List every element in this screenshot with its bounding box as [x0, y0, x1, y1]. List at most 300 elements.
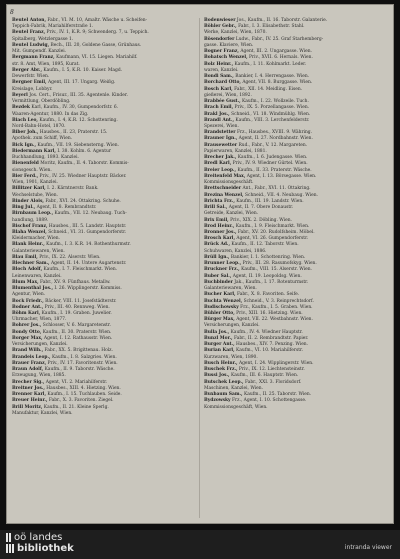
- directory-entry: [204, 174, 386, 180]
- entry-text: Priv., IX. 5. Porzellangasse. Wien.: [234, 105, 310, 111]
- directory-entry: [12, 280, 194, 286]
- entry-text: Agent, II. 27. Nordbahnstr. Wien.: [238, 136, 313, 142]
- directory-entry: [204, 149, 386, 155]
- logo-bars-icon: [6, 544, 14, 553]
- entry-name: Biber Joh.,: [12, 130, 39, 136]
- directory-entry: [204, 87, 386, 93]
- logo-bars-icon: [6, 533, 11, 542]
- entry-text: Galanteriewaren, Wien.: [12, 248, 65, 254]
- entry-text: Kaufm., I. 8. Salzgries. Wien.: [51, 354, 117, 360]
- directory-entry: [12, 105, 194, 111]
- entry-name: Braun Adolf,: [12, 367, 44, 373]
- directory-entry: [12, 130, 194, 136]
- directory-entry: [204, 205, 386, 211]
- entry-name: Brüll Ign.,: [204, 254, 230, 260]
- entry-name: Bucher Karl,: [204, 292, 236, 298]
- directory-entry: [12, 68, 194, 74]
- entry-text: Kaufm., I. 3. K.R. 14. Rothenthurmstr.: [46, 242, 131, 248]
- directory-entry: [12, 386, 194, 392]
- directory-entry: [12, 311, 194, 317]
- entry-name: Bick Ign.,: [12, 142, 36, 148]
- entry-text: Agent, II. 14. Untere Augartenstr.: [51, 261, 127, 267]
- directory-entry: [12, 242, 194, 248]
- entry-name: Biach Leo,: [12, 117, 38, 123]
- entry-name: Brill Moritz,: [12, 404, 43, 410]
- entry-text: Agent, VI. 2. Mariahilferstr.: [45, 379, 108, 385]
- document-page: [6, 4, 394, 524]
- entry-text: Mit. Gumpendf. Kanzlei.: [12, 49, 67, 55]
- directory-entry: [204, 274, 386, 280]
- entry-text: Waaren-Agentur, 1880. In das Zig.: [12, 111, 89, 117]
- directory-entry: [204, 236, 386, 242]
- entry-text: Agent, II. 8. Rembrandtstr.: [36, 205, 97, 211]
- entry-text: Kaufm., III. 19. Landstr. Wien.: [236, 198, 304, 204]
- directory-entry: [204, 336, 386, 342]
- entry-name: Bösendorfer: [204, 36, 235, 42]
- directory-entry: [204, 211, 386, 217]
- entry-text: Priv., IV. 9. Wiedner Gürtel. Wien.: [232, 161, 308, 167]
- directory-entry: [12, 218, 194, 224]
- entry-text: Kaufm., II. 9. Taborstr. Wäsche.: [44, 367, 115, 373]
- directory-entry: [204, 155, 386, 161]
- directory-entry: [12, 186, 194, 192]
- entry-name: Bergner Emil,: [12, 80, 47, 86]
- directory-entry: [204, 348, 386, 354]
- entry-name: Brach Emil,: [204, 105, 234, 111]
- directory-entry: [204, 224, 386, 230]
- entry-name: Bondi Sam.,: [204, 74, 234, 80]
- column-divider: [199, 18, 200, 518]
- directory-entry: [12, 87, 194, 93]
- entry-text: Maschinen, Kanzlei, Wien.: [204, 385, 264, 391]
- entry-text: Kaufm., II. 33. Praterstr. Wäsche.: [237, 167, 312, 173]
- directory-entry: [12, 236, 194, 242]
- entry-text: Jos., Kaufm., II. 16. Taborstr. Galanterie.: [236, 18, 328, 23]
- directory-entry: [204, 105, 386, 111]
- directory-entry: [204, 311, 386, 317]
- entry-text: Dewerfstr. Wien.: [12, 74, 50, 80]
- entry-name: Brettschneider: [204, 186, 242, 192]
- entry-text: Ant., Fabr., XVI. 11. Ottakring.: [242, 186, 311, 192]
- entry-name: Beutel Anton,: [12, 18, 46, 23]
- directory-entry: [12, 261, 194, 267]
- entry-text: Priv., III. 28. Rasumofskyg. Wien.: [242, 261, 317, 267]
- directory-entry: [12, 93, 194, 99]
- directory-entry: [12, 274, 194, 280]
- page-number: 8: [10, 9, 14, 16]
- directory-entry: [204, 62, 386, 68]
- directory-entry: [204, 299, 386, 305]
- directory-entry: [12, 30, 194, 36]
- directory-entry: [12, 168, 194, 174]
- logo-line-1: oö landes: [14, 532, 63, 543]
- entry-text: Fabr., VI. M. 10, Amaltr. Wäsche u. Scheifen-: [47, 18, 148, 23]
- directory-entry: [12, 143, 194, 149]
- entry-text: Kaufm., I. 15. Tuchlauben. Seide.: [47, 392, 122, 398]
- directory-entry: [12, 24, 194, 30]
- entry-text: Wien, 1901, Kanzlei.: [12, 180, 58, 186]
- directory-entry: [12, 62, 194, 68]
- viewer-credit[interactable]: intranda viewer: [344, 544, 392, 551]
- entry-text: Priv., XIX. 2. Döbling. Wien.: [230, 217, 292, 223]
- directory-entry: [204, 161, 386, 167]
- entry-name: Blank Heinr.,: [12, 242, 45, 248]
- entry-text: Agent, I. 13. Börsegasse. Wien.: [246, 173, 317, 179]
- directory-entry: [12, 317, 194, 323]
- directory-entry: [204, 361, 386, 367]
- entry-text: Hausbes., XIII. 4. Hietzing. Wien.: [46, 385, 121, 391]
- entry-text: gasse. Klaviere, Wien.: [204, 42, 254, 48]
- entry-text: Manufaktur, Kanzlei, Wien.: [12, 410, 73, 416]
- entry-text: gießerei, Wien, 1892.: [204, 92, 252, 98]
- entry-name: Bier Ferd.,: [12, 173, 39, 179]
- directory-entry: [12, 392, 194, 398]
- directory-entry: [204, 168, 386, 174]
- entry-name: Borger Max,: [12, 335, 43, 341]
- entry-text: Kaufm., IV. 4. Wiedner Hauptstr.: [230, 329, 303, 335]
- directory-entry: [12, 342, 194, 348]
- entry-name: Buschek Frz.,: [204, 367, 238, 373]
- entry-text: Kaufm., I. 11. Kohlmarkt. Leder.: [234, 61, 307, 67]
- directory-entry: [12, 211, 194, 217]
- entry-text: Kreislage, Lobbyr.: [12, 86, 53, 92]
- entry-text: Bäcker, VIII. 11. Josefstädterstr.: [45, 298, 117, 304]
- entry-name: Bodner Ant.,: [12, 304, 44, 310]
- entry-name: Bürger Max,: [204, 317, 235, 323]
- entry-text: Kaufm., VIII. 3. Lerchenfelderstr.: [235, 117, 310, 123]
- entry-text: Schneid., V. 3. Reinprechtsdorf.: [243, 298, 314, 304]
- entry-text: Priv., III. 40. Rennweg. Wien.: [44, 304, 110, 310]
- directory-entry: [204, 367, 386, 373]
- directory-entry: [204, 380, 386, 386]
- entry-text: Schneid., VII. 4. Neubaug. Wien.: [245, 192, 318, 198]
- entry-text: Bech., III. 20, Goldene Gasse, Grünhaus.: [50, 42, 142, 48]
- directory-entry: [12, 193, 194, 199]
- entry-text: Fabr., II. 2. Rembrandtstr. Papier.: [233, 335, 309, 341]
- directory-entry: [12, 348, 194, 354]
- library-logo[interactable]: [6, 532, 74, 554]
- entry-text: Fabr., X. 8. Favoriten. Seife.: [236, 292, 300, 298]
- entry-text: I. 26. Wipplingerstr. Kommiss.: [54, 286, 122, 292]
- entry-text: Priv., IV. 17. Favoritenstr. Wien.: [47, 360, 118, 366]
- entry-name: Bondy Otto,: [12, 329, 42, 335]
- directory-entry: [204, 130, 386, 136]
- directory-entry: [12, 323, 194, 329]
- entry-text: Schneid., VI. 31. Gumpendorferstr.: [48, 229, 127, 235]
- entry-text: Kaufm., VII. 12. Neubaug. Tuch-: [54, 211, 127, 217]
- directory-entry: [204, 49, 386, 55]
- entry-text: Galanteriewaren, Wien.: [204, 286, 257, 292]
- entry-text: Kaufm., I. 4, K.R. 12. Schottenring.: [39, 117, 118, 123]
- entry-name: Berger Abr.,: [12, 67, 42, 73]
- entry-name: Brunner Leop.,: [204, 261, 242, 267]
- entry-name: Brecher Sig.,: [12, 379, 45, 385]
- entry-name: Binder Alois,: [12, 198, 44, 204]
- entry-text: Vermittlung, Oberdöbling.: [12, 99, 71, 105]
- entry-text: Agent, III. 17. Ungarg. Weißg.: [47, 80, 116, 86]
- directory-entry: [204, 392, 386, 398]
- directory-entry: [12, 286, 194, 292]
- entry-text: Agent, III. 2. Ungargasse. Wien.: [240, 49, 312, 55]
- directory-entry: [12, 55, 194, 61]
- entry-text: Agent, II. 7. Obere Donaustr.: [228, 205, 294, 211]
- directory-entry: [204, 24, 386, 30]
- entry-text: Werke, Kanzlei, Wien, 1870.: [204, 30, 267, 36]
- directory-entry: [204, 43, 386, 49]
- entry-text: Schneid., VI. 18. Windmühlg. Wien.: [231, 111, 311, 117]
- entry-name: Bloch Adolf,: [12, 267, 43, 273]
- entry-text: Jos. Cert., Frisur., III. 35. Agentenle. Kinder.: [29, 92, 128, 98]
- directory-entry: [204, 280, 386, 286]
- entry-name: Bodenwieser: [204, 18, 236, 23]
- directory-entry: [12, 398, 194, 404]
- entry-name: Butschek Leop.,: [204, 379, 244, 385]
- entry-name: Buchta Wenzel,: [204, 298, 243, 304]
- entry-text: Kaufm., II. 25. Taborstr. Wien.: [243, 392, 312, 398]
- directory-entry: [12, 155, 194, 161]
- entry-text: Fabr., X. 3. Favoriten. Ziegel.: [48, 398, 114, 404]
- entry-text: Agent, VI. 26. Gumpendorferstr.: [236, 236, 309, 242]
- directory-entry: [12, 80, 194, 86]
- directory-entry: [204, 249, 386, 255]
- directory-entry: [204, 292, 386, 298]
- entry-name: Brichta Frz.,: [204, 198, 235, 204]
- entry-name: Brakl Jos.,: [204, 111, 230, 117]
- entry-text: Kaufm., I. 9. Fleischmarkt. Wien.: [235, 223, 310, 229]
- directory-entry: [204, 330, 386, 336]
- entry-name: Birnbaum Leop.,: [12, 211, 54, 217]
- entry-text: Teppich-Fabrik, Mariahilferstraße 1.: [12, 24, 94, 30]
- entry-text: Uhrmacher, Wien, 1877.: [12, 317, 67, 323]
- entry-text: Spezerei, Wien.: [204, 123, 239, 129]
- directory-entry: [204, 218, 386, 224]
- directory-entry: [204, 68, 386, 74]
- directory-entry: [12, 49, 194, 55]
- entry-name: Bohrer Jos.,: [12, 323, 42, 329]
- entry-name: Bruckner Frz.,: [204, 267, 240, 273]
- entry-text: Kurzwaren, Wien, 1890.: [204, 354, 258, 360]
- directory-entry: [204, 242, 386, 248]
- entry-text: Kaufm., I. 5, K.R. 10. Kaiser. Magd.: [43, 67, 123, 73]
- directory-entry: [12, 367, 194, 373]
- entry-name: Blaha Wenzel,: [12, 229, 47, 235]
- entry-name: Bühler Otto,: [204, 311, 235, 317]
- directory-entry: [12, 74, 194, 80]
- directory-entry: [204, 143, 386, 149]
- entry-text: Agentur, Wien.: [12, 292, 46, 298]
- entry-name: Bezdek: [12, 105, 30, 111]
- entry-name: Brausewetter: [204, 142, 238, 148]
- entry-text: Priv., IV. 1, K.R. 9; Schwenderg. 7, u. Teppich.: [46, 30, 149, 36]
- entry-text: Kaufm., VII. 19. Siebensterng. Wien.: [37, 142, 119, 148]
- directory-entry: [12, 149, 194, 155]
- entry-text: handlung, 1889.: [12, 217, 49, 223]
- entry-text: Papierwaren, Kanzlei, 1881.: [204, 148, 267, 154]
- directory-entry: [12, 118, 194, 124]
- directory-entry: [12, 411, 194, 417]
- entry-text: Fabr., XX. 5. Brigittenau. Holz.: [44, 348, 113, 354]
- entry-name: Brix Emil,: [204, 217, 229, 223]
- directory-entry: [204, 124, 386, 130]
- entry-text: Kaufm., II. 30. Praterstr. Wien.: [42, 329, 112, 335]
- entry-text: Moritz, Kaufm., II. 4. Taborstr. Kommis-: [40, 161, 129, 167]
- directory-entry: [204, 386, 386, 392]
- footer-bar: [0, 530, 400, 559]
- directory-entry: [204, 199, 386, 205]
- directory-entry: [12, 199, 194, 205]
- entry-name: Bydzowsky: [204, 398, 231, 404]
- entry-text: Priv., IV. 25. Wiedner Hauptstr. Bäcker.: [39, 173, 127, 179]
- entry-text: Kaufm., I. 6. Judengasse. Wien.: [237, 155, 308, 161]
- entry-text: Priv., XVII. 6. Hernals. Wien.: [249, 55, 313, 61]
- entry-text: Agent, II. 19. Leopoldsg. Wien.: [232, 273, 302, 279]
- entry-text: Hausbes., III. 5. Landstr. Hauptstr.: [48, 223, 127, 229]
- directory-entry: [12, 37, 194, 43]
- entry-text: Agent, I. 12. Rathausstr. Wien.: [43, 335, 113, 341]
- entry-text: Leinenwaren, Kanzlei.: [12, 273, 62, 279]
- entry-text: I. 2. Kärntnerstr. Bank.: [47, 186, 99, 192]
- entry-name: Blechner Sam.,: [12, 261, 50, 267]
- directory-entry: [12, 299, 194, 305]
- directory-entry: [12, 43, 194, 49]
- entry-name: Breitner Jos.,: [12, 385, 45, 391]
- directory-entry: [204, 405, 386, 411]
- entry-name: Brück Ad.,: [204, 242, 230, 248]
- directory-entry: [12, 224, 194, 230]
- directory-entry: [204, 193, 386, 199]
- entry-name: Brandeis Leop.,: [12, 354, 51, 360]
- directory-entry: [12, 230, 194, 236]
- directory-entry: [204, 342, 386, 348]
- entry-text: Kaufm., VI. 10. Mariahilferstr.: [236, 348, 304, 354]
- entry-text: Jak., Kaufm., I. 17. Rotenturmstr.: [234, 279, 309, 285]
- directory-entry: [12, 305, 194, 311]
- directory-entry: [12, 136, 194, 142]
- directory-entry: [12, 99, 194, 105]
- entry-text: Hausbes., XIV. 7. Penzing. Wien.: [236, 342, 309, 348]
- directory-entry: [12, 330, 194, 336]
- logo-line-2: bibliothek: [17, 543, 74, 554]
- entry-text: Kaufm., II. 12. Taborstr. Wien.: [231, 242, 299, 248]
- entry-name: Bronner Jos.,: [204, 229, 237, 235]
- entry-name: Brecher Jak.,: [204, 155, 237, 161]
- entry-name: Bussi Jos.,: [204, 373, 230, 379]
- entry-text: Agent, I. 24. Wipplingerstr. Wien.: [238, 360, 314, 366]
- entry-name: Brosch Karl,: [204, 236, 235, 242]
- entry-text: Bankier, I. 4. Herrengasse. Wien.: [235, 74, 310, 80]
- entry-name: Bischof Franz,: [12, 223, 48, 229]
- directory-entry: [12, 405, 194, 411]
- entry-name: Blum Max,: [12, 279, 39, 285]
- entry-text: Frz., Agent, I. 10. Schottengasse.: [232, 398, 307, 404]
- entry-text: Erzeugung, Wien, 1885.: [12, 373, 66, 379]
- entry-name: Brod Heinr.,: [204, 223, 235, 229]
- entry-text: Priv., XIII. 16. Hietzing. Wien.: [236, 311, 303, 317]
- directory-entry: [204, 286, 386, 292]
- entry-text: Schlosser, V. 6. Margaretenstr.: [42, 323, 111, 329]
- entry-text: Fabr., XII. 14. Meidling. Eisen.: [234, 86, 303, 92]
- entry-name: Bohatsch Wenzel,: [204, 55, 248, 61]
- directory-entry: [204, 323, 386, 329]
- entry-text: Rud., Fabr., V. 12. Margareten.: [238, 142, 308, 148]
- entry-text: str. 8. Amt, Wien, 1895, Kurat.: [12, 61, 80, 67]
- entry-name: Breitenfeld Max,: [204, 173, 246, 179]
- directory-entry: [204, 112, 386, 118]
- entry-text: Karl, Kaufm., IV. 30, Gumpendorfstr. 6.: [31, 105, 119, 111]
- entry-name: Bunzl Mor.,: [204, 335, 233, 341]
- directory-entry: [204, 317, 386, 323]
- directory-entry: [204, 80, 386, 86]
- entry-name: Bergmann Franz,: [12, 55, 55, 61]
- entry-text: Fabr., XV. 20. Rudolfsheim. Möbel.: [237, 229, 315, 235]
- entry-text: Kommissionsgeschäft.: [204, 180, 254, 186]
- directory-entry: [12, 380, 194, 386]
- entry-name: Bock Friedr.,: [12, 298, 44, 304]
- entry-text: Frz., Hausbes., XVIII. 9. Währing.: [237, 130, 313, 136]
- entry-name: Bredl Karl,: [204, 161, 232, 167]
- entry-name: Biedermann Karl,: [12, 148, 56, 154]
- entry-name: Brandstetter: [204, 130, 236, 136]
- entry-name: Bienenfeld: [12, 161, 39, 167]
- entry-name: Brenner Karl,: [12, 392, 47, 398]
- entry-name: Bosch Karl,: [204, 86, 233, 92]
- entry-name: Beyerl: [12, 92, 28, 98]
- entry-name: Brand Wilh.,: [12, 348, 44, 354]
- entry-name: Brauner Ign.,: [204, 136, 238, 142]
- directory-entry: [12, 355, 194, 361]
- entry-text: Kaufm., I. 22. Wollzeile. Tuch.: [242, 99, 309, 105]
- entry-name: Buber Sal.,: [204, 273, 232, 279]
- directory-entry: [204, 93, 386, 99]
- entry-name: Beutel Franz,: [12, 30, 46, 36]
- entry-text: Frz., Kaufm., I. 5. Graben. Wien.: [240, 304, 313, 310]
- directory-entry: [12, 292, 194, 298]
- entry-name: Böhler Gebr.,: [204, 24, 237, 30]
- entry-text: Wechselstube, Wien.: [12, 192, 59, 198]
- directory-entry: [12, 174, 194, 180]
- directory-entry: [12, 18, 194, 24]
- entry-text: Fabr., I. 3. Elisabethstr. Stahl.: [238, 24, 305, 30]
- entry-name: Böhm Karl,: [12, 311, 41, 317]
- entry-name: Burger Ant.,: [204, 342, 235, 348]
- entry-name: Breuer Heinr.,: [12, 398, 48, 404]
- directory-entry: [204, 261, 386, 267]
- entry-text: Ludw., Fabr., IV. 25. Graf Starhemberg-: [235, 36, 324, 42]
- entry-name: Bogner Franz,: [204, 49, 239, 55]
- entry-name: Brabbée Gust.,: [204, 99, 241, 105]
- directory-entry: [204, 74, 386, 80]
- entry-name: Blau Emil,: [12, 254, 38, 260]
- directory-entry: [204, 180, 386, 186]
- directory-entry: [204, 230, 386, 236]
- right-column: [204, 18, 386, 411]
- entry-name: Busch Heinr.,: [204, 360, 238, 366]
- entry-text: Kaufm., II. 21. Kleine Sperlg.: [43, 404, 109, 410]
- directory-entry: [12, 267, 194, 273]
- directory-entry: [12, 112, 194, 118]
- entry-name: Brezina Wenzel,: [204, 192, 244, 198]
- entry-name: Breier Leop.,: [204, 167, 237, 173]
- entry-text: Schuhwaren, Kanzlei, 1886.: [204, 248, 267, 254]
- directory-entry: [204, 18, 386, 24]
- directory-entry: [204, 355, 386, 361]
- entry-text: Bankier, I. 1. Schottenring. Wien.: [230, 254, 306, 260]
- directory-entry: [204, 99, 386, 105]
- directory-entry: [204, 305, 386, 311]
- entry-text: Getreide, Kanzlei, Wien.: [204, 211, 259, 217]
- directory-entry: [204, 118, 386, 124]
- entry-text: Priv., IX. 22. Alserstr. Wien.: [39, 254, 101, 260]
